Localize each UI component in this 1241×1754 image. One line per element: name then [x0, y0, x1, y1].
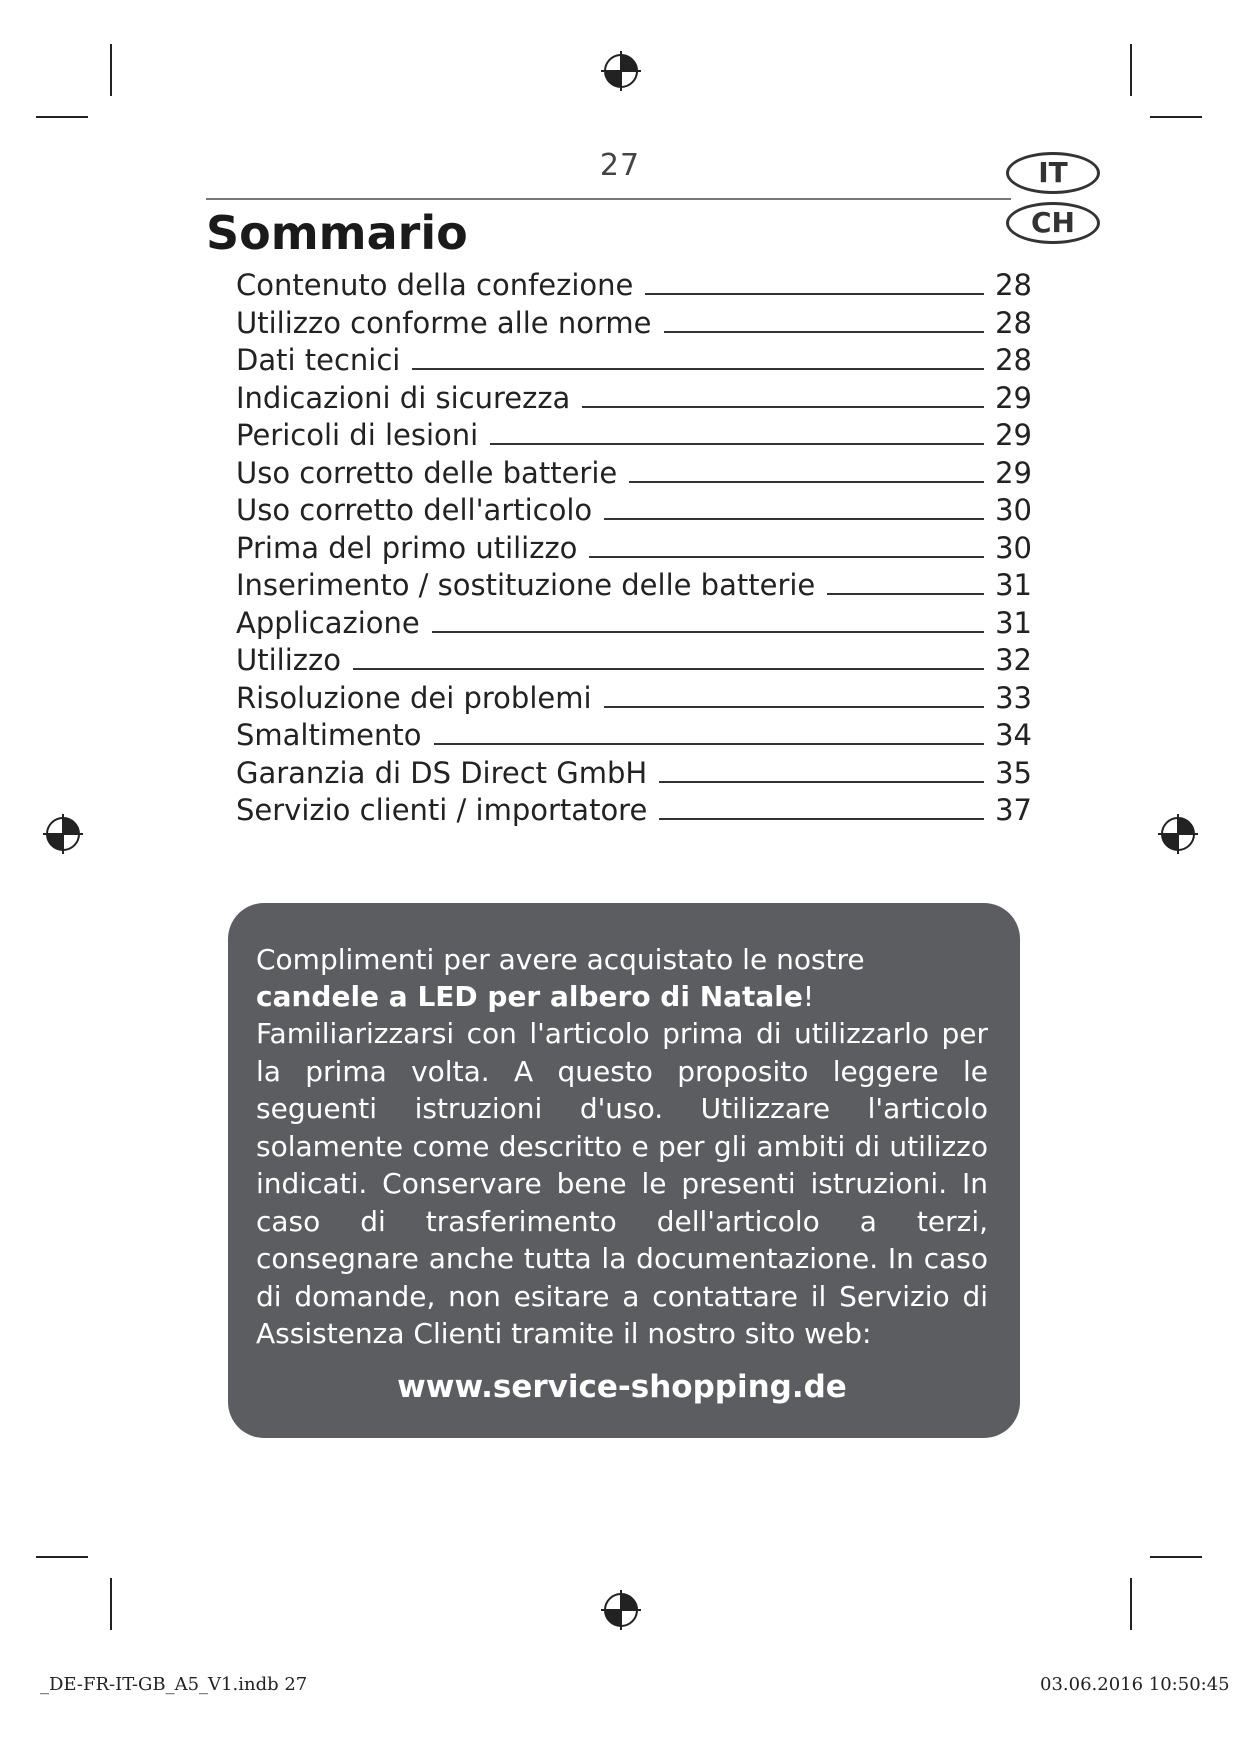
toc-entry-label: Servizio clienti / importatore: [236, 793, 648, 827]
toc-leader-line: [664, 330, 985, 333]
toc-leader-line: [604, 517, 984, 520]
language-badge-it: IT: [1006, 152, 1100, 194]
toc-entry[interactable]: [236, 756, 1032, 794]
crop-mark: [1130, 1578, 1132, 1630]
toc-entry-label: Utilizzo conforme alle norme: [236, 305, 652, 340]
toc-entry[interactable]: [236, 493, 1032, 531]
product-name: candele a LED per albero di Natale: [256, 980, 803, 1013]
toc-entry[interactable]: [236, 643, 1032, 681]
toc-entry[interactable]: [236, 718, 1032, 756]
toc-leader-line: [604, 705, 984, 708]
toc-entry-page: 29: [995, 380, 1032, 415]
toc-entry-page: 32: [995, 643, 1032, 677]
toc-entry-page: 28: [995, 343, 1032, 377]
toc-entry-page: 35: [995, 755, 1032, 790]
website-link[interactable]: www.service-shopping.de: [397, 1368, 847, 1405]
toc-entry-page: 30: [995, 530, 1032, 565]
toc-entry[interactable]: [236, 681, 1032, 719]
crop-mark: [36, 1556, 88, 1558]
toc-leader-line: [412, 367, 984, 370]
header-rule: [206, 198, 1011, 200]
toc-entry[interactable]: [236, 343, 1032, 381]
toc-entry-label: Garanzia di DS Direct GmbH: [236, 755, 648, 790]
toc-leader-line: [432, 630, 984, 633]
toc-entry-page: 34: [995, 718, 1032, 752]
intro-info-box: [228, 903, 1020, 1438]
toc-leader-line: [434, 742, 985, 745]
intro-text: Complimenti per avere acquistato le nostre: [256, 943, 865, 976]
crop-mark: [110, 1578, 112, 1630]
crop-mark: [36, 116, 88, 118]
toc-entry-label: Indicazioni di sicurezza: [236, 380, 571, 415]
toc-entry[interactable]: [236, 306, 1032, 344]
intro-greeting: [256, 941, 988, 1015]
registration-mark-icon: [599, 1588, 643, 1632]
toc-entry-page: 31: [995, 605, 1032, 640]
toc-entry-page: 29: [995, 418, 1032, 452]
toc-entry[interactable]: [236, 568, 1032, 606]
toc-leader-line: [827, 592, 984, 595]
toc-entry[interactable]: [236, 381, 1032, 419]
page-number: 27: [599, 148, 641, 183]
toc-leader-line: [659, 817, 984, 820]
toc-entry-page: 30: [995, 493, 1032, 527]
toc-entry-page: 37: [995, 793, 1032, 827]
crop-mark: [1150, 116, 1202, 118]
toc-entry[interactable]: [236, 606, 1032, 644]
toc-entry-label: Uso corretto dell'articolo: [236, 493, 593, 527]
toc-entry[interactable]: [236, 268, 1032, 306]
toc-entry-label: Inserimento / sostituzione delle batterie: [236, 568, 816, 602]
toc-entry-label: Applicazione: [236, 605, 420, 640]
toc-leader-line: [582, 405, 984, 408]
toc-entry-label: Dati tecnici: [236, 343, 401, 377]
toc-entry[interactable]: [236, 531, 1032, 569]
toc-title: Sommario: [206, 206, 468, 260]
toc-entry[interactable]: [236, 456, 1032, 494]
toc-entry-page: 28: [995, 268, 1032, 302]
toc-entry-label: Uso corretto delle batterie: [236, 455, 618, 490]
table-of-contents: [236, 268, 1032, 831]
registration-mark-icon: [599, 49, 643, 93]
registration-mark-icon: [1156, 812, 1200, 856]
toc-entry-page: 28: [995, 305, 1032, 340]
toc-entry-page: 29: [995, 455, 1032, 490]
footer-date: 03.06.2016 10:50:45: [1040, 1674, 1230, 1695]
footer-file-info: _DE-FR-IT-GB_A5_V1.indb 27: [40, 1674, 308, 1695]
toc-leader-line: [490, 442, 984, 445]
toc-leader-line: [353, 667, 984, 670]
toc-entry[interactable]: [236, 418, 1032, 456]
intro-body-text: Familiarizzarsi con l'articolo prima di utilizzarlo per la prima volta. A questo proposito leggere le seguenti istruzioni d'uso. Utilizzare l'articolo solamente come descritto e per gli ambiti di utilizzo indicati. Conservare bene le presenti istruzioni. In caso di trasferimento dell'articolo a terzi, consegnare anche tutta la documentazione. In caso di domande, non esitare a contattare il Servizio di Assistenza Clienti tramite il nostro sito web:: [256, 1017, 988, 1350]
toc-entry-label: Risoluzione dei problemi: [236, 680, 592, 715]
toc-entry-page: 33: [995, 680, 1032, 715]
toc-leader-line: [629, 480, 984, 483]
toc-entry-label: Prima del primo utilizzo: [236, 530, 578, 565]
registration-mark-icon: [41, 812, 85, 856]
toc-leader-line: [589, 555, 984, 558]
toc-entry-label: Utilizzo: [236, 643, 341, 677]
toc-leader-line: [659, 780, 984, 783]
toc-entry-label: Smaltimento: [236, 718, 422, 752]
toc-entry[interactable]: [236, 793, 1032, 831]
intro-exclamation: !: [802, 980, 815, 1013]
toc-entry-label: Pericoli di lesioni: [236, 418, 479, 452]
toc-leader-line: [645, 292, 984, 295]
crop-mark: [110, 44, 112, 96]
crop-mark: [1150, 1556, 1202, 1558]
toc-entry-label: Contenuto della confezione: [236, 268, 634, 302]
crop-mark: [1130, 44, 1132, 96]
language-badge-ch: CH: [1006, 202, 1100, 244]
toc-entry-page: 31: [995, 568, 1032, 602]
